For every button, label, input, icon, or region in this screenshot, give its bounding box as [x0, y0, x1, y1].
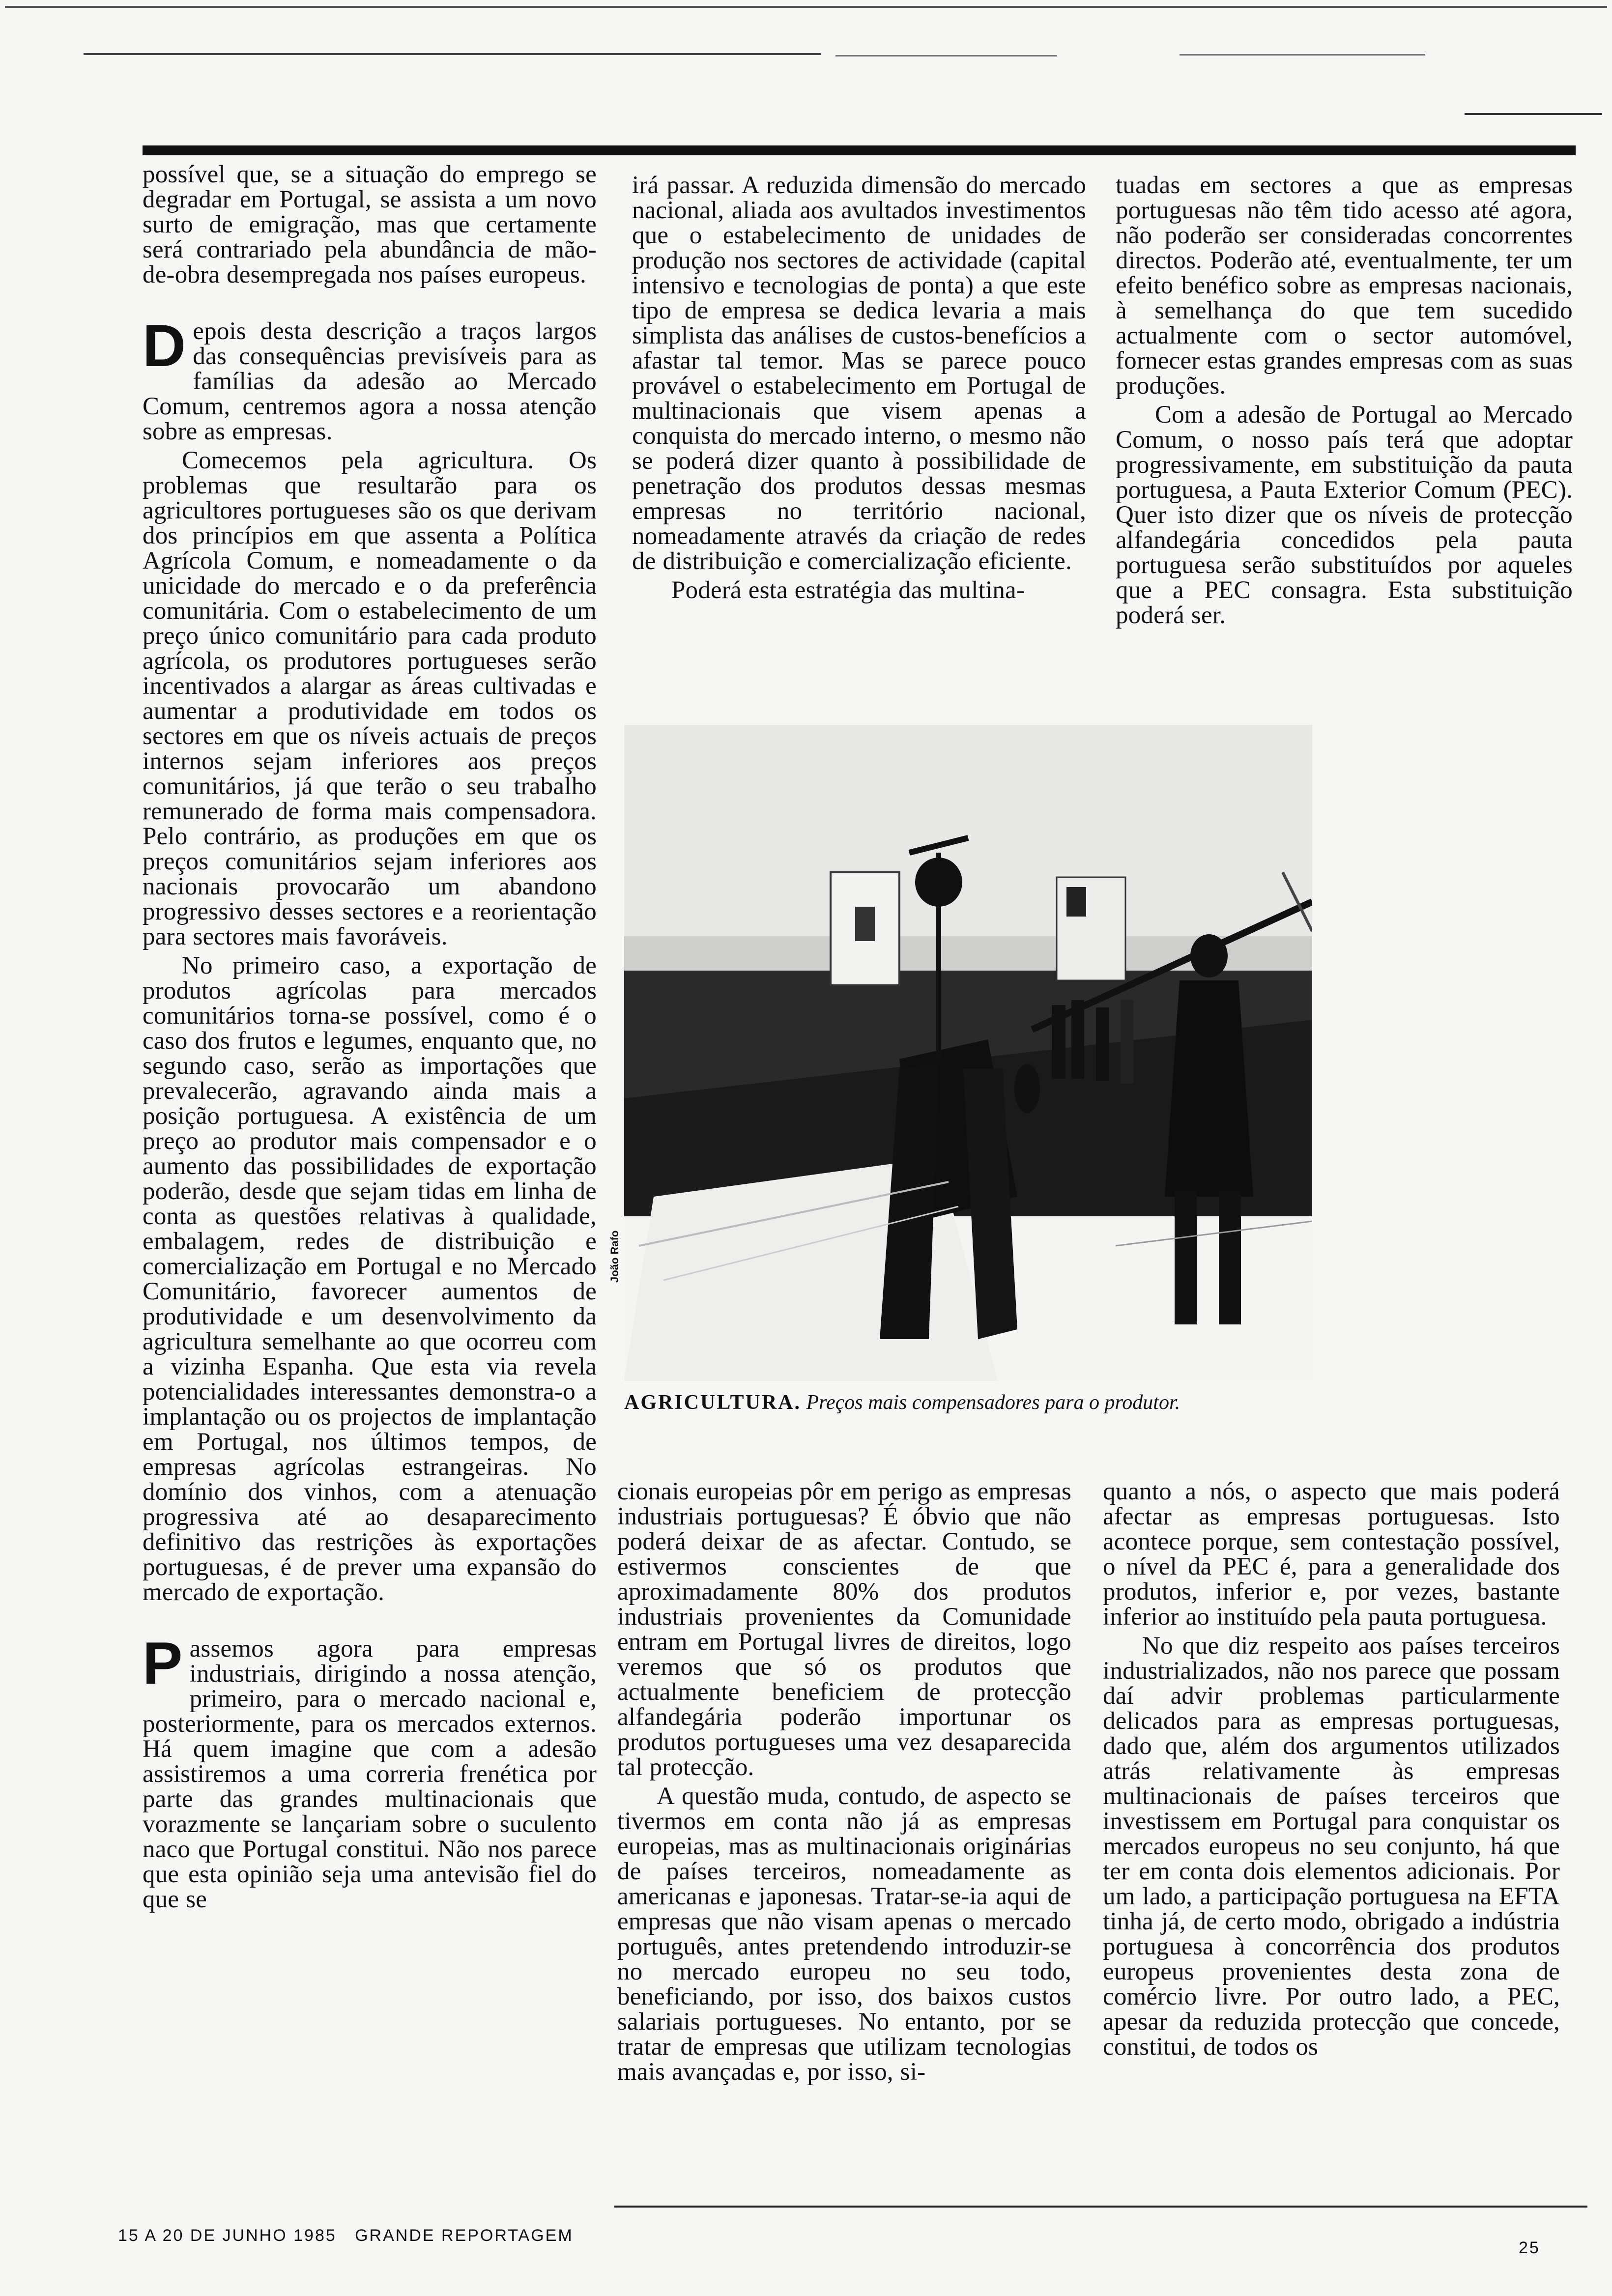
column-2-top [632, 173, 1086, 607]
paragraph: tuadas em sectores a que as empresas portuguesas não têm tido acesso até agora, não poderão ser consideradas concorrentes directos. Poderão até, eventualmente, ter um efeito benéfico sobre as empresas nacionais, à semelhança do que tem sucedido actualmente com o sector automóvel, fornecer estas grandes empresas com as suas produções. [1116, 172, 1573, 400]
paragraph: Depois desta descrição a traços largos das consequências previsíveis para as famílias da adesão ao Mercado Comum, centremos agora a nossa atenção sobre as empresas. [143, 312, 597, 445]
paragraph: Passemos agora para empresas industriais, dirigindo a nossa atenção, primeiro, para o mercado nacional e, posteriormente, para os mercados externos. Há quem imagine que com a adesão assistiremos a uma correria frenética por parte das grandes multinacionais que vorazmente se lançariam sobre o suculento naco que Portugal constitui. Não nos parece que esta opinião seja uma antevisão fiel do que se [143, 1630, 597, 1913]
column-2-bottom [617, 1479, 1071, 2089]
paragraph: Com a adesão de Portugal ao Mercado Comum, o nosso país terá que adoptar progressivamente, em substituição da pauta portuguesa, a Pauta Exterior Comum (PEC). Quer isto dizer que os níveis de protecção alfandegária concedidos pela pauta portuguesa serão substituídos por aqueles que a PEC consagra. Esta substituição poderá ser. [1116, 401, 1573, 629]
scan-artifact-line [1180, 54, 1425, 56]
footer-dateline: 15 A 20 DE JUNHO 1985 GRANDE REPORTAGEM [118, 2226, 574, 2245]
paragraph: A questão muda, contudo, de aspecto se tivermos em conta não já as empresas europeias, mas as multinacionais originárias de países terceiros, nomeadamente as americanas e japonesas. Tratar-se-ia aqui de empresas que não visam apenas o mercado português, antes pretendendo introduzir-se no mercado europeu no seu todo, beneficiando, por isso, dos baixos custos salariais portugueses. No entanto, por se tratar de empresas que utilizam tecnologias mais avançadas e, por isso, si- [617, 1782, 1071, 2086]
photo-credit: João Rafo [608, 1230, 621, 1283]
scan-artifact-line [84, 53, 821, 55]
paragraph: quanto a nós, o aspecto que mais poderá afectar as empresas portuguesas. Isto acontece porque, sem contestação possível, o nível da PEC é, para a generalidade dos produtos, inferior e, por vezes, bastante inferior ao instituído pela pauta portuguesa. [1103, 1478, 1560, 1631]
footer-rule [614, 2206, 1587, 2208]
photo-illustration [624, 725, 1312, 1381]
scan-top-line [5, 6, 1607, 8]
paragraph: No primeiro caso, a exportação de produtos agrícolas para mercados comunitários torna-se possível, como é o caso dos frutos e legumes, enquanto que, no segundo caso, serão as importações que prevalecerão, agravando ainda mais a posição portuguesa. A existência de um preço ao produtor mais compensador e o aumento das possibilidades de exportação poderão, desde que sejam tidas em linha de conta as questões relativas à qualidade, embalagem, redes de distribuição e comercialização em Portugal e no Mercado Comunitário, favorecer aumentos de produtividade e um desenvolvimento da agricultura semelhante ao que ocorreu com a vizinha Espanha. Que esta via revela potencialidades interessantes demonstra-o a implantação ou os projectos de implantação em Portugal, nos últimos tempos, de empresas agrícolas estrangeiras. No domínio dos vinhos, com a atenuação progressiva até ao desaparecimento definitivo das restrições às exportações portuguesas, é de prever uma expansão do mercado de exportação. [143, 952, 597, 1606]
caption-lead: AGRICULTURA. [624, 1391, 802, 1414]
column-1 [143, 162, 597, 1916]
drop-cap: D [143, 312, 186, 379]
paragraph: cionais europeias pôr em perigo as empresas industriais portuguesas? É óbvio que não poderá deixar de as afectar. Contudo, se estivermos conscientes de que aproximadamente 80% dos produtos industriais provenientes da Comunidade entram em Portugal livres de direitos, logo veremos que só os produtos que actualmente beneficiem de protecção alfandegária poderão importunar os produtos portugueses uma vez desaparecida tal protecção. [617, 1478, 1071, 1781]
photo-caption [624, 1391, 1361, 1414]
paragraph: Poderá esta estratégia das multina- [671, 576, 1025, 604]
header-rule [143, 145, 1576, 155]
column-3-top [1116, 173, 1573, 632]
agriculture-photo [624, 725, 1312, 1381]
column-3-bottom [1103, 1479, 1560, 2064]
paragraph: No que diz respeito aos países terceiros industrializados, não nos parece que possam daí advir problemas particularmente delicados para as empresas portuguesas, dado que, além dos argumentos utilizados atrás relativamente às empresas multinacionais de países terceiros que investissem em Portugal para conquistar os mercados europeus no seu conjunto, há que ter em conta dois elementos adicionais. Por um lado, a participação portuguesa na EFTA tinha já, de certo modo, obrigado a indústria portuguesa à concorrência dos produtos europeus provenientes desta zona de comércio livre. Por outro lado, a PEC, apesar da reduzida protecção que concede, constitui, de todos os [1103, 1632, 1560, 2061]
drop-cap: P [143, 1630, 183, 1696]
scan-artifact-line [835, 55, 1057, 57]
page-number: 25 [1519, 2239, 1540, 2257]
scan-artifact-line [1465, 113, 1602, 115]
caption-text: Preços mais compensadores para o produtor. [801, 1391, 1180, 1414]
paragraph: possível que, se a situação do emprego se degradar em Portugal, se assista a um novo surto de emigração, mas que certamente será contrariado pela abundância de mão-de-obra desempregada nos países europeus. [143, 161, 597, 288]
paragraph: Comecemos pela agricultura. Os problemas que resultarão para os agricultores portugueses são os que derivam dos princípios em que assenta a Política Agrícola Comum, e nomeadamente o da unicidade do mercado e o da preferência comunitária. Com o estabelecimento de um preço único comunitário para cada produto agrícola, os produtores portugueses serão incentivados a alargar as áreas cultivadas e aumentar a produtividade em todos os sectores em que os níveis actuais de preços internos sejam inferiores aos preços comunitários, já que terão o seu trabalho remunerado de forma mais compensadora. Pelo contrário, as produções em que os preços comunitários sejam inferiores aos nacionais provocarão um abandono progressivo desses sectores e a reorientação para sectores mais favoráveis. [143, 447, 597, 950]
paragraph: irá passar. A reduzida dimensão do mercado nacional, aliada aos avultados investimentos que o estabelecimento de unidades de produção nos sectores de actividade (capital intensivo e tecnologias de ponta) a que este tipo de empresa se dedica levaria a mais simplista das análises de custos-benefícios a afastar tal temor. Mas se parece pouco provável o estabelecimento em Portugal de multinacionais que visem apenas a conquista do mercado interno, o mesmo não se poderá dizer quanto à possibilidade de penetração dos produtos dessas mesmas empresas no território nacional, nomeadamente através da criação de redes de distribuição e comercialização eficiente. [632, 172, 1086, 575]
